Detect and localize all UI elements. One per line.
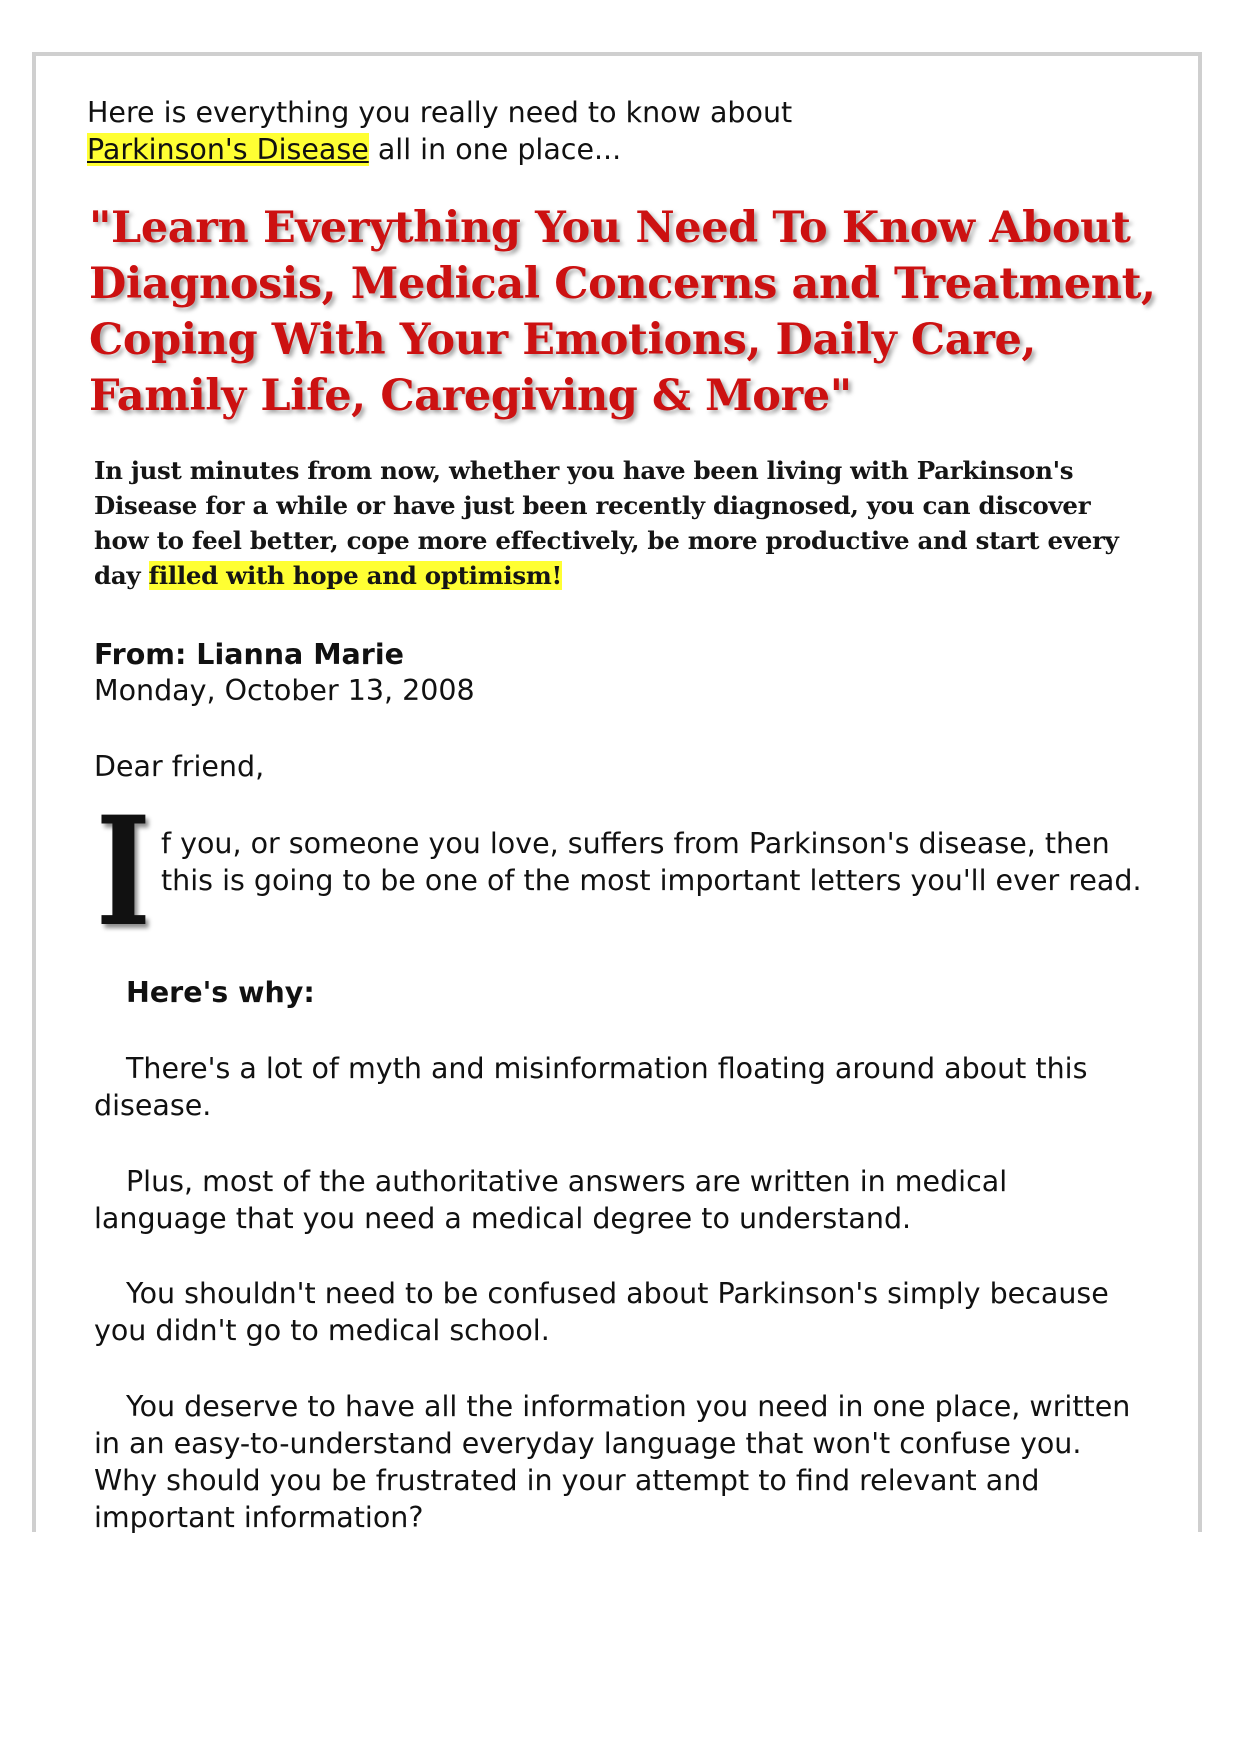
byline-from <box>94 636 404 673</box>
drop-cap-letter: I <box>96 784 151 960</box>
subhead-highlight: filled with hope and optimism! <box>148 561 562 590</box>
body-paragraph-2: Plus, most of the authoritative answers are written in medical language that you need a medical degree to understand. <box>94 1165 1008 1235</box>
subheadline <box>94 453 1144 593</box>
intro-text <box>87 94 1087 168</box>
headline: "Learn Everything You Need To Know About Diagnosis, Medical Concerns and Treatment, Coping With Your Emotions, Daily Care, Family Life, Caregiving & More" <box>89 203 1156 421</box>
heres-why-heading: Here's why: <box>126 976 315 1009</box>
body-paragraph-3: You shouldn't need to be confused about Parkinson's simply because you didn't go to medical school. <box>94 1277 1109 1347</box>
parkinsons-disease-link[interactable]: Parkinson's Disease <box>87 133 369 166</box>
intro-line1: Here is everything you really need to know about <box>87 96 793 129</box>
first-paragraph: f you, or someone you love, suffers from Parkinson's disease, then this is going to be one of the most important letters you'll ever read. <box>161 827 1142 897</box>
byline-from-text: From: Lianna Marie <box>94 638 404 671</box>
body-paragraph-4: You deserve to have all the information you need in one place, written in an easy-to-understand everyday language that won't confuse you. Why should you be frustrated in your attempt to find relevant and important information? <box>94 1390 1131 1534</box>
body-paragraph-1: There's a lot of myth and misinformation floating around about this disease. <box>94 1052 1088 1122</box>
salutation: Dear friend, <box>94 750 265 783</box>
byline-date: Monday, October 13, 2008 <box>94 674 475 707</box>
intro-line2-rest: all in one place... <box>368 133 622 166</box>
subhead-text: In just minutes from now, whether you have been living with Parkinson's Disease for a while or have just been recently diagnosed, you can discover how to feel better, cope more effectively, be more productive and start every day <box>94 456 1119 590</box>
